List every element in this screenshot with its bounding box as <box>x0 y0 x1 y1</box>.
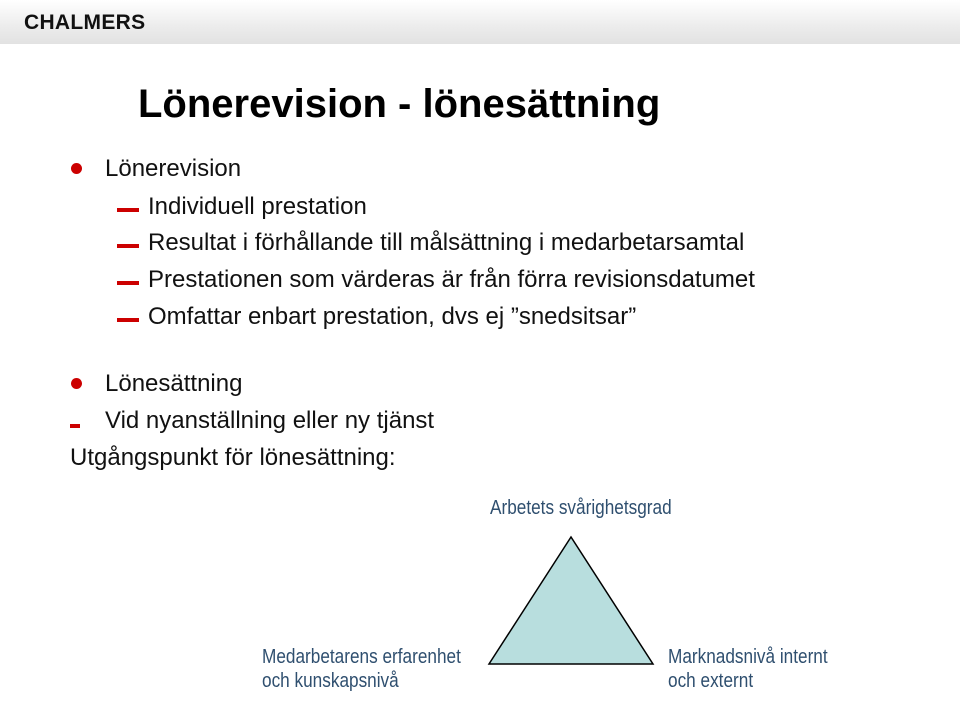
diagram-right-label-line2: och externt <box>668 670 754 692</box>
plain-line: Utgångspunkt för lönesättning: <box>70 444 396 471</box>
sub-item: Omfattar enbart prestation, dvs ej ”snedsitsar” <box>148 303 637 330</box>
sub-item-nyanstallning: Vid nyanställning eller ny tjänst <box>105 407 435 434</box>
diagram-left-label-line1: Medarbetarens erfarenhet <box>262 646 461 668</box>
sub-item: Prestationen som värderas är från förra revisionsdatumet <box>148 266 755 293</box>
bullet-lonesattning: Lönesättning <box>105 370 243 397</box>
chalmers-logo: CHALMERS <box>24 11 146 34</box>
triangle-shape <box>489 537 653 664</box>
slide-title: Lönerevision - lönesättning <box>138 82 661 126</box>
sub-item: Resultat i förhållande till målsättning i medarbetarsamtal <box>148 229 745 256</box>
diagram-top-label: Arbetets svårighetsgrad <box>490 497 672 519</box>
diagram-left-label-line2: och kunskapsnivå <box>262 670 399 692</box>
bullet-lonerevision: Lönerevision <box>105 155 242 182</box>
diagram-right-label-line1: Marknadsnivå internt <box>668 646 828 668</box>
sub-item: Individuell prestation <box>148 193 367 220</box>
